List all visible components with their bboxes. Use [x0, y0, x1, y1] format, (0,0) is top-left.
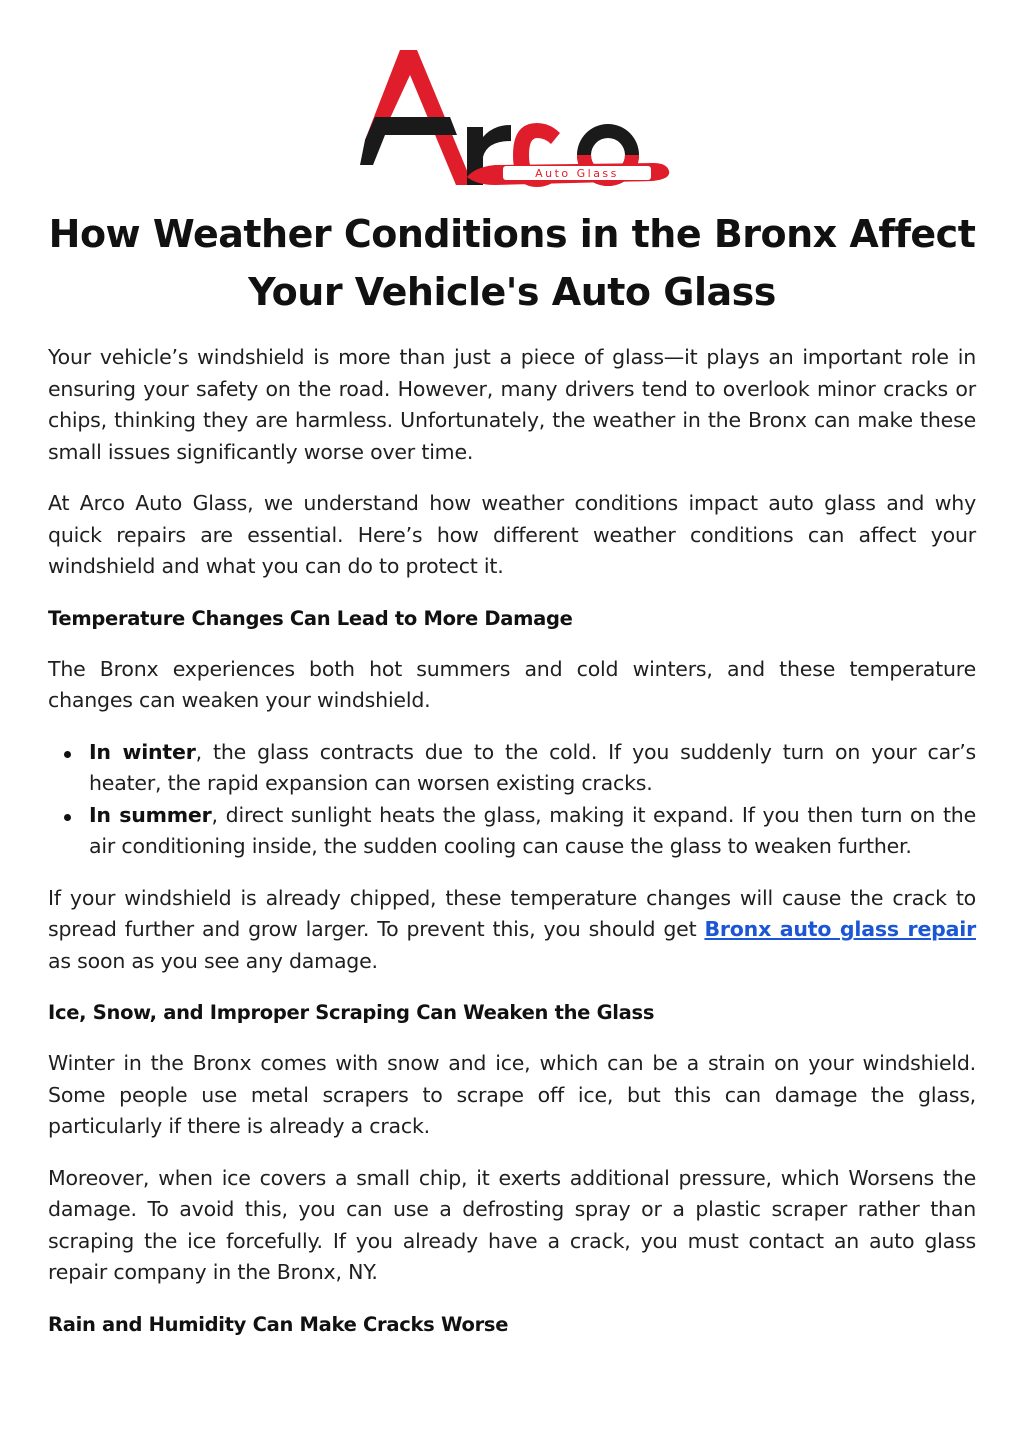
page-title: How Weather Conditions in the Bronx Affect Your Vehicle's Auto Glass: [48, 212, 976, 314]
logo-tagline: Auto Glass: [535, 167, 619, 180]
closing-text-before: If your windshield is already chipped, these temperature changes will cause the crack to spread further and grow larger. To prevent this, you should get: [48, 885, 976, 941]
temperature-closing-paragraph: [48, 883, 976, 978]
bullet-lead: In summer: [89, 802, 212, 827]
arco-auto-glass-logo: [355, 45, 675, 190]
ice-snow-paragraph-2: Moreover, when ice covers a small chip, it exerts additional pressure, which Worsens the damage. To avoid this, you can use a defrosting spray or a plastic scraper rather than scraping the ice forcefully. If you already have a crack, you must contact an auto glass repair company in the Bronx, NY.: [48, 1165, 976, 1284]
closing-text-after: as soon as you see any damage.: [48, 948, 378, 973]
list-item: [48, 737, 976, 800]
intro-paragraph-2: At Arco Auto Glass, we understand how weather conditions impact auto glass and why quick repairs are essential. Here’s how different weather conditions can affect your windshield and what you can do to protect it.: [48, 491, 976, 578]
section-heading-rain-humidity: Rain and Humidity Can Make Cracks Worse: [48, 1312, 509, 1336]
bullet-text: , direct sunlight heats the glass, making it expand. If you then turn on the air conditioning inside, the sudden cooling can cause the glass to weaken further.: [89, 802, 976, 858]
bullet-lead: In winter: [89, 739, 196, 764]
temperature-bullet-list: [48, 737, 976, 863]
bronx-auto-glass-repair-link[interactable]: Bronx auto glass repair: [704, 917, 976, 941]
section-heading-temperature: Temperature Changes Can Lead to More Damage: [48, 606, 573, 630]
list-item: [48, 800, 976, 863]
section-heading-ice-snow: Ice, Snow, and Improper Scraping Can Weaken the Glass: [48, 1001, 655, 1024]
intro-paragraph-1: Your vehicle’s windshield is more than just a piece of glass—it plays an important role in ensuring your safety on the road. However, many drivers tend to overlook minor cracks or chips, thinking they are harmless. Unfortunately, the weather in the Bronx can make these small issues significantly worse over time.: [48, 345, 976, 464]
article-body: [48, 342, 976, 1360]
ice-snow-paragraph-1: Winter in the Bronx comes with snow and ice, which can be a strain on your windshield. Some people use metal scrapers to scrape off ice, but this can damage the glass, particularly if there is already a crack.: [48, 1051, 976, 1138]
temperature-paragraph: The Bronx experiences both hot summers and cold winters, and these temperature changes can weaken your windshield.: [48, 656, 976, 712]
bullet-text: , the glass contracts due to the cold. If you suddenly turn on your car’s heater, the rapid expansion can worsen existing cracks.: [89, 739, 976, 795]
